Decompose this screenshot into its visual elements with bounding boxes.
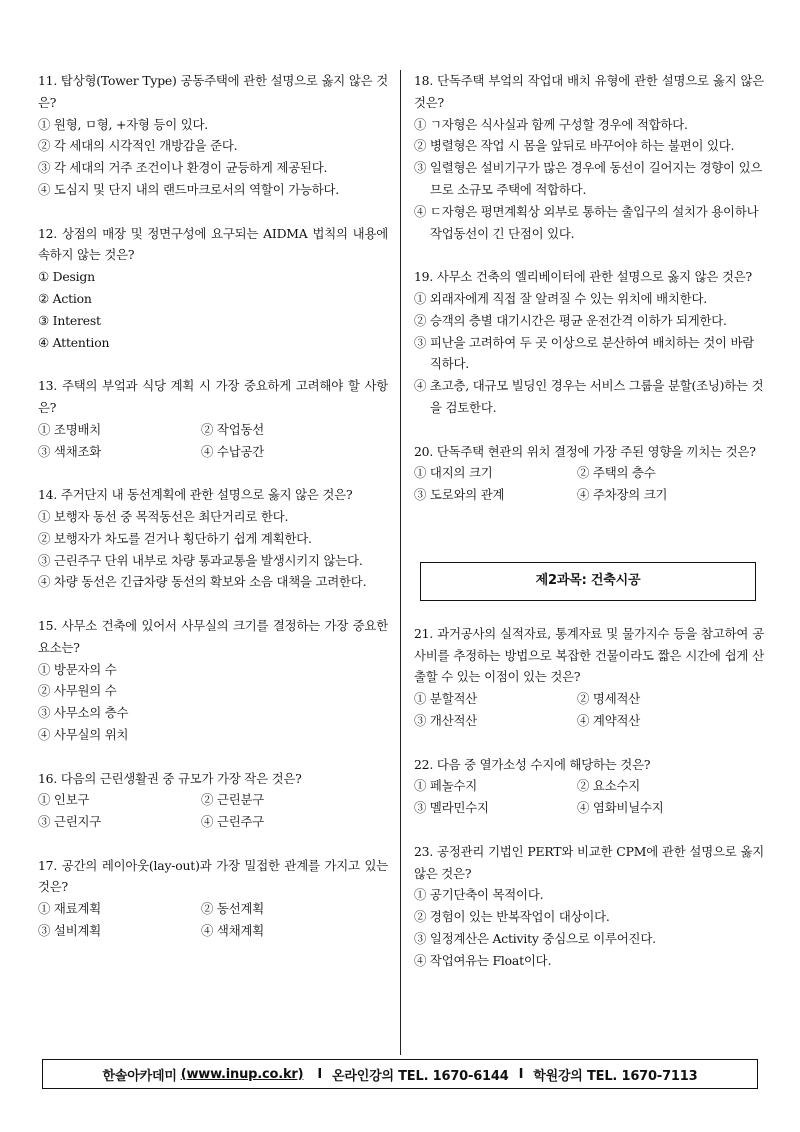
option-1: ① Design [38, 269, 95, 285]
option-1: ① 공기단축이 목적이다. [414, 887, 544, 903]
website-link[interactable]: (www.inup.co.kr) [180, 1066, 304, 1082]
question-text: 13. 주택의 부엌과 식당 계획 시 가장 중요하게 고려해야 할 사항은? [38, 378, 388, 415]
question-text: 22. 다음 중 열가소성 수지에 해당하는 것은? [414, 756, 651, 772]
right-column [414, 70, 764, 993]
option-1: ① 분할적산 [414, 691, 478, 707]
option-1: ① 원형, ㅁ형, +자형 등이 있다. [38, 116, 208, 132]
option-1: ① 인보구 [38, 792, 90, 808]
option-4: ④ 수납공간 [201, 443, 265, 459]
option-2: ② 사무원의 수 [38, 683, 117, 699]
option-4: ④ 색채계획 [201, 923, 265, 939]
option-4: ④ 염화비닐수지 [577, 800, 664, 816]
question-11 [38, 70, 388, 201]
question-text: 11. 탑상형(Tower Type) 공동주택에 관한 설명으로 옳지 않은 것은? [38, 73, 388, 110]
option-4: ④ 계약적산 [577, 712, 641, 728]
question-17 [38, 855, 388, 942]
question-text: 15. 사무소 건축에 있어서 사무실의 크기를 결정하는 가장 중요한 요소는? [38, 617, 388, 655]
option-1: ① 보행자 동선 중 목적동선은 최단거리로 한다. [38, 508, 289, 524]
option-4: ④ 작업여유는 Float이다. [414, 952, 552, 968]
option-2: ② 요소수지 [577, 778, 641, 794]
option-3: ③ 색채조화 [38, 443, 102, 459]
option-3: ③ 사무소의 층수 [38, 705, 129, 721]
question-23 [414, 841, 764, 972]
option-2: ② 명세적산 [577, 691, 641, 707]
option-3: ③ 개산적산 [414, 712, 478, 728]
option-2: ② 각 세대의 시각적인 개방감을 준다. [38, 138, 238, 154]
section-title: 제2과목: 건축시공 [535, 573, 641, 589]
question-text: 20. 단독주택 현관의 위치 결정에 가장 주된 영향을 끼치는 것은? [414, 443, 756, 459]
footer-bar [42, 1059, 758, 1089]
option-1: ① 재료계획 [38, 901, 102, 917]
option-4: ④ 주차장의 크기 [577, 487, 668, 503]
option-4: ④ 사무실의 위치 [38, 726, 129, 742]
option-2: ② Action [38, 290, 92, 306]
footer-separator: I [518, 1066, 524, 1082]
footer-separator: I [317, 1066, 323, 1082]
option-2: ② 근린분구 [201, 792, 265, 808]
section-title-box [420, 562, 756, 601]
question-15 [38, 615, 388, 746]
option-1: ① 방문자의 수 [38, 661, 117, 677]
option-1: ① 외래자에게 직접 잘 알려질 수 있는 위치에 배치한다. [414, 290, 707, 306]
option-3: ③ 각 세대의 거주 조건이나 환경이 균등하게 제공된다. [38, 160, 328, 176]
option-4: ④ 차량 동선은 긴급차량 동선의 확보와 소음 대책을 고려한다. [38, 574, 367, 590]
option-1: ① ㄱ자형은 식사실과 함께 구성할 경우에 적합하다. [414, 116, 688, 132]
online-phone: 온라인강의 TEL. 1670-6144 [332, 1068, 509, 1084]
option-4: ④ ㄷ자형은 평면계획상 외부로 통하는 출입구의 설치가 용이하나 작업동선이 긴 단점이 있다. [414, 203, 759, 241]
option-2: ② 승객의 층별 대기시간은 평균 운전간격 이하가 되게한다. [414, 312, 727, 328]
option-1: ① 페놀수지 [414, 778, 478, 794]
question-text: 17. 공간의 레이아웃(lay-out)과 가장 밀접한 관계를 가지고 있는 것은? [38, 857, 388, 895]
question-22 [414, 754, 764, 819]
academy-name: 한솔아카데미 [102, 1068, 177, 1084]
question-12 [38, 223, 388, 354]
option-2: ② 경험이 있는 반복작업이 대상이다. [414, 909, 610, 925]
option-3: ③ 일렬형은 설비기구가 많은 경우에 동선이 길어지는 경향이 있으므로 소규모 주택에 적합하다. [414, 160, 763, 197]
question-19 [414, 266, 764, 419]
question-16 [38, 768, 388, 833]
question-18 [414, 70, 764, 244]
option-1: ① 조명배치 [38, 421, 102, 437]
question-text: 23. 공정관리 기법인 PERT와 비교한 CPM에 관한 설명으로 옳지 않은 것은? [414, 843, 764, 881]
option-2: ② 병렬형은 작업 시 몸을 앞뒤로 바꾸어야 하는 불편이 있다. [414, 138, 735, 154]
question-21 [414, 623, 764, 732]
question-14 [38, 484, 388, 593]
option-3: ③ 멜라민수지 [414, 800, 489, 816]
option-4: ④ Attention [38, 334, 110, 350]
offline-phone: 학원강의 TEL. 1670-7113 [533, 1068, 698, 1084]
column-divider [400, 70, 401, 1055]
question-20 [414, 441, 764, 506]
question-text: 19. 사무소 건축의 엘리베이터에 관한 설명으로 옳지 않은 것은? [414, 269, 752, 285]
option-4: ④ 도심지 및 단지 내의 랜드마크로서의 역할이 가능하다. [38, 181, 340, 197]
option-3: ③ Interest [38, 312, 101, 328]
question-text: 18. 단독주택 부엌의 작업대 배치 유형에 관한 설명으로 옳지 않은 것은? [414, 73, 764, 110]
option-3: ③ 설비계획 [38, 923, 102, 939]
question-text: 14. 주거단지 내 동선계획에 관한 설명으로 옳지 않은 것은? [38, 487, 353, 503]
option-1: ① 대지의 크기 [414, 465, 493, 481]
option-2: ② 동선계획 [201, 901, 265, 917]
option-3: ③ 도로와의 관계 [414, 487, 505, 503]
option-4: ④ 초고층, 대규모 빌딩인 경우는 서비스 그룹을 분할(조닝)하는 것을 검토한다. [414, 378, 764, 415]
option-3: ③ 일정계산은 Activity 중심으로 이루어진다. [414, 930, 656, 946]
option-3: ③ 근린주구 단위 내부로 차량 통과교통을 발생시키지 않는다. [38, 552, 363, 568]
option-3: ③ 피난을 고려하여 두 곳 이상으로 분산하여 배치하는 것이 바람직하다. [414, 334, 755, 372]
option-4: ④ 근린주구 [201, 814, 265, 830]
question-text: 16. 다음의 근린생활권 중 규모가 가장 작은 것은? [38, 770, 302, 786]
left-column [38, 70, 388, 964]
question-text: 21. 과거공사의 실적자료, 통계자료 및 물가지수 등을 참고하여 공사비를 추정하는 방법으로 복잡한 건물이라도 짧은 시간에 쉽게 산출할 수 있는 이점이 있는 것은? [414, 625, 764, 685]
option-2: ② 주택의 층수 [577, 465, 656, 481]
question-text: 12. 상점의 매장 및 정면구성에 요구되는 AIDMA 법칙의 내용에 속하지 않는 것은? [38, 225, 388, 263]
option-2: ② 보행자가 차도를 걷거나 횡단하기 쉽게 계획한다. [38, 530, 312, 546]
option-3: ③ 근린지구 [38, 814, 102, 830]
question-13 [38, 375, 388, 462]
option-2: ② 작업동선 [201, 421, 265, 437]
